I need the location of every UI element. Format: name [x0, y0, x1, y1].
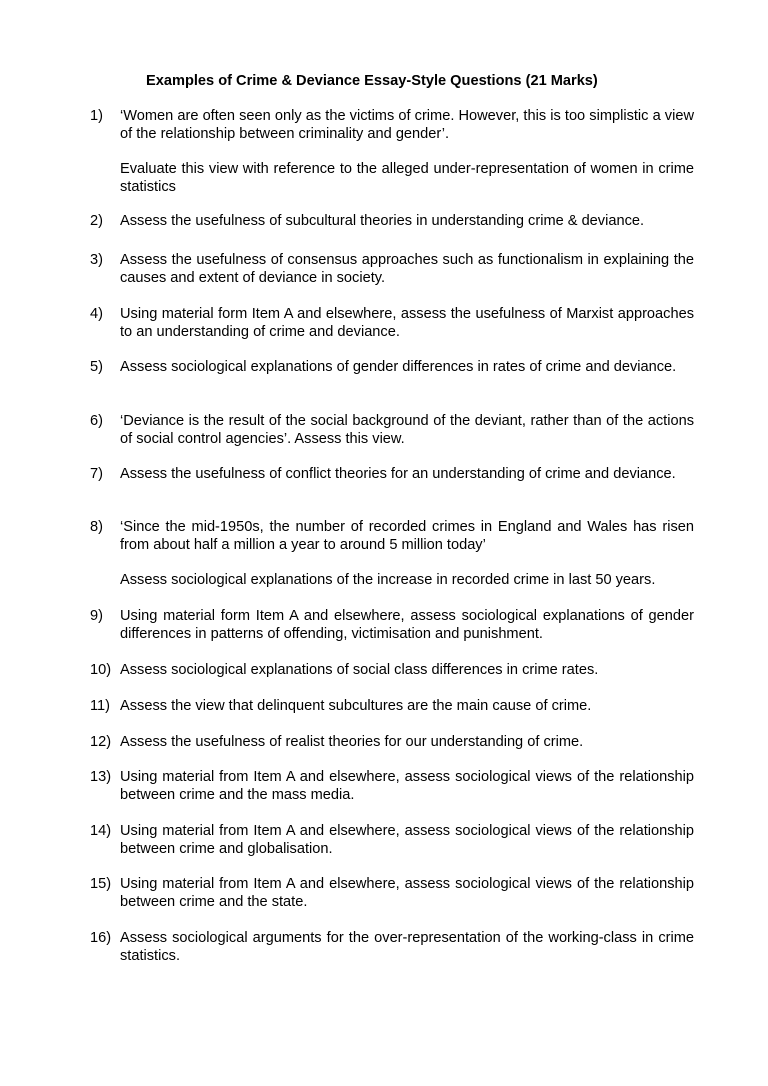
- question-paragraph: Using material from Item A and elsewhere, assess sociological views of the relationship between crime and the mass media.: [120, 769, 694, 803]
- question-paragraph: ‘Women are often seen only as the victims of crime. However, this is too simplistic a view of the relationship between criminality and gender’.: [120, 108, 694, 142]
- question-paragraph: Assess sociological explanations of gender differences in rates of crime and deviance.: [120, 359, 677, 375]
- question-number: 14): [90, 823, 112, 839]
- question-text: [120, 358, 694, 376]
- question-item: [90, 518, 694, 589]
- question-item: [90, 929, 694, 965]
- page-title: Examples of Crime & Deviance Essay-Style Questions (21 Marks): [146, 73, 598, 89]
- question-paragraph: Assess sociological explanations of social class differences in crime rates.: [120, 662, 599, 678]
- question-number: 16): [90, 930, 112, 946]
- question-item: [90, 305, 694, 341]
- question-item: [90, 251, 694, 287]
- question-text: [120, 412, 694, 448]
- question-item: [90, 697, 694, 715]
- question-text: [120, 107, 694, 196]
- question-paragraph: ‘Since the mid-1950s, the number of recorded crimes in England and Wales has risen from about half a million a year to around 5 million today’: [120, 519, 694, 553]
- question-paragraph: Using material from Item A and elsewhere, assess sociological views of the relationship between crime and globalisation.: [120, 823, 694, 857]
- question-number: 8): [90, 519, 103, 535]
- question-number: 11): [90, 698, 111, 714]
- question-number: 1): [90, 108, 103, 124]
- question-paragraph: Using material from Item A and elsewhere, assess sociological views of the relationship between crime and the state.: [120, 876, 694, 910]
- question-paragraph: Assess the usefulness of conflict theories for an understanding of crime and deviance.: [120, 466, 676, 482]
- question-item: [90, 822, 694, 858]
- question-number: 12): [90, 734, 112, 750]
- question-text: [120, 661, 694, 679]
- question-paragraph: Assess the view that delinquent subcultures are the main cause of crime.: [120, 698, 592, 714]
- question-number: 13): [90, 769, 112, 785]
- question-item: [90, 661, 694, 679]
- question-number: 3): [90, 252, 103, 268]
- question-text: [120, 212, 694, 230]
- question-paragraph: Assess the usefulness of subcultural theories in understanding crime & deviance.: [120, 213, 645, 229]
- question-item: [90, 358, 694, 376]
- question-item: [90, 607, 694, 643]
- question-paragraph: ‘Deviance is the result of the social background of the deviant, rather than of the actions of social control agencies’. Assess this view.: [120, 413, 694, 447]
- question-text: [120, 518, 694, 589]
- question-text: [120, 822, 694, 858]
- question-number: 2): [90, 213, 103, 229]
- question-text: [120, 305, 694, 341]
- question-item: [90, 107, 694, 196]
- question-item: [90, 768, 694, 804]
- question-item: [90, 412, 694, 448]
- question-text: [120, 875, 694, 911]
- question-text: [120, 768, 694, 804]
- question-number: 4): [90, 306, 103, 322]
- question-paragraph: Assess sociological arguments for the over-representation of the working-class in crime statistics.: [120, 930, 694, 964]
- question-paragraph: Assess the usefulness of realist theories for our understanding of crime.: [120, 734, 584, 750]
- question-text: [120, 607, 694, 643]
- question-paragraph: Using material form Item A and elsewhere, assess sociological explanations of gender differences in patterns of offending, victimisation and punishment.: [120, 608, 694, 642]
- question-paragraph: Assess sociological explanations of the increase in recorded crime in last 50 years.: [120, 572, 656, 588]
- question-text: [120, 465, 694, 483]
- question-item: [90, 733, 694, 751]
- question-text: [120, 929, 694, 965]
- question-text: [120, 251, 694, 287]
- question-paragraph: Using material form Item A and elsewhere, assess the usefulness of Marxist approaches to an understanding of crime and deviance.: [120, 306, 694, 340]
- question-paragraph: Evaluate this view with reference to the alleged under-representation of women in crime statistics: [120, 161, 694, 195]
- question-text: [120, 733, 694, 751]
- question-item: [90, 875, 694, 911]
- question-item: [90, 212, 694, 230]
- question-number: 9): [90, 608, 103, 624]
- question-number: 7): [90, 466, 103, 482]
- question-number: 15): [90, 876, 112, 892]
- question-number: 6): [90, 413, 103, 429]
- question-paragraph: Assess the usefulness of consensus approaches such as functionalism in explaining the causes and extent of deviance in society.: [120, 252, 694, 286]
- question-text: [120, 697, 694, 715]
- question-number: 10): [90, 662, 112, 678]
- question-item: [90, 465, 694, 483]
- question-number: 5): [90, 359, 103, 375]
